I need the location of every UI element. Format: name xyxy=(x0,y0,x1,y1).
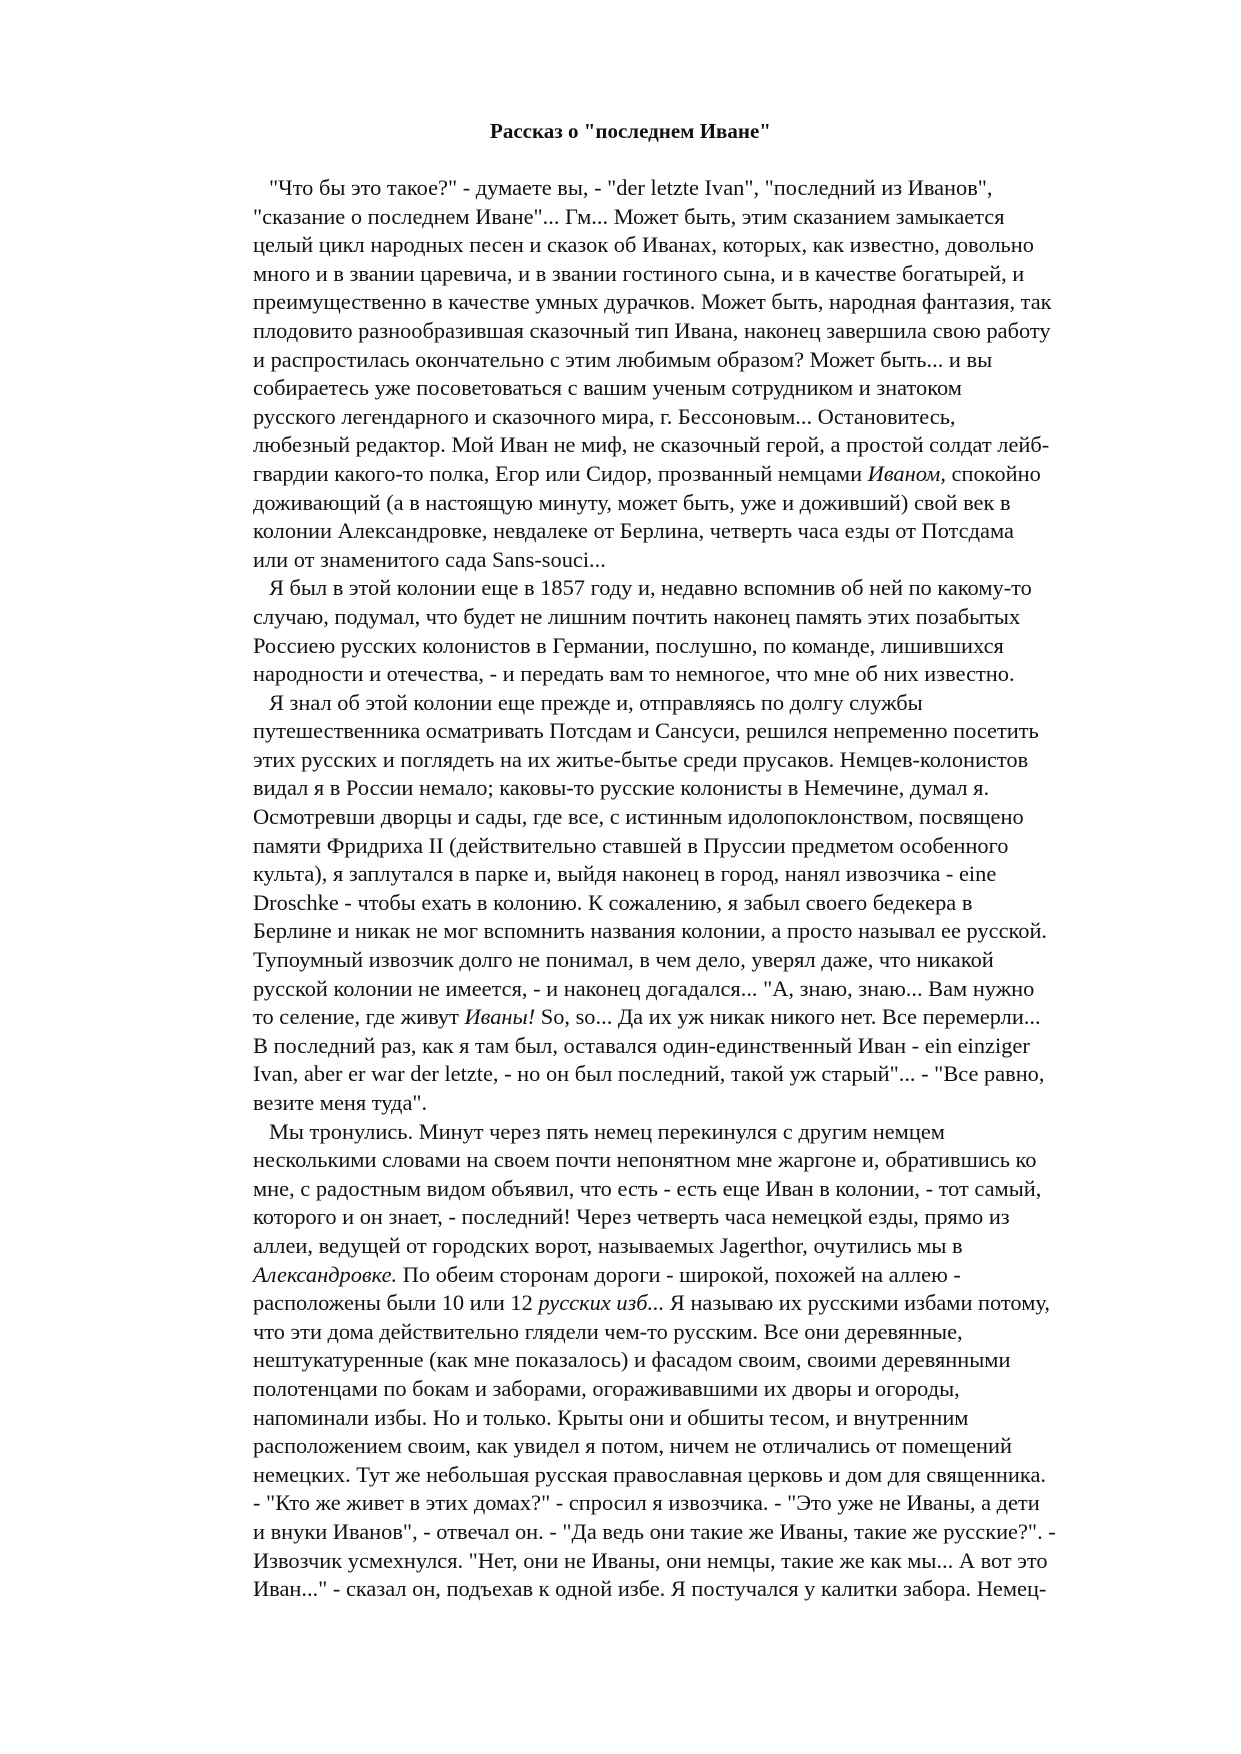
text-line: собираетесь уже посоветоваться с вашим ученым сотрудником и знатоком xyxy=(253,375,962,401)
text-line: - "Кто же живет в этих домах?" - спросил я извозчика. - "Это уже не Иваны, а дети xyxy=(253,1490,1040,1516)
text-segment: спокойно xyxy=(945,460,1041,486)
text-line: Droschke - чтобы ехать в колонию. К сожалению, я забыл своего бедекера в xyxy=(253,889,973,915)
text-line: аллеи, ведущей от городских ворот, называемых Jagerthor, очутились мы в xyxy=(253,1232,963,1258)
document-title: Рассказ о "последнем Иване" xyxy=(490,119,771,143)
text-line: и распростилась окончательно с этим любимым образом? Может быть... и вы xyxy=(253,346,993,372)
italic-text: русских изб... xyxy=(538,1290,665,1316)
text-line: "сказание о последнем Иване"... Гм... Может быть, этим сказанием замыкается xyxy=(253,203,1005,229)
text-line: случаю, подумал, что будет не лишним почтить наконец память этих позабытых xyxy=(253,603,1021,629)
text-line: и внуки Иванов", - отвечал он. - "Да ведь они такие же Иваны, такие же русские?". - xyxy=(253,1518,1056,1544)
text-line: мне, с радостным видом объявил, что есть - есть еще Иван в колонии, - тот самый, xyxy=(253,1175,1042,1201)
text-segment: то селение, где живут xyxy=(253,1004,465,1030)
text-line: расположением своим, как увидел я потом, ничем не отличались от помещений xyxy=(253,1433,1012,1459)
text-line: любезный редактор. Мой Иван не миф, не сказочный герой, а простой солдат лейб- xyxy=(253,432,1050,458)
text-line: "Что бы это такое?" - думаете вы, - "der letzte Ivan", "последний из Иванов", xyxy=(269,175,993,200)
text-line: русской колонии не имеется, - и наконец догадался... "А, знаю, знаю... Вам нужно xyxy=(253,975,1035,1001)
text-line: В последний раз, как я там был, оставался один-единственный Иван - ein einziger xyxy=(253,1032,1030,1058)
text-line: Извозчик усмехнулся. "Нет, они не Иваны, они немцы, такие же как мы... А вот это xyxy=(253,1547,1048,1573)
text-line xyxy=(237,1261,1158,1290)
text-line: что эти дома действительно глядели чем-то русским. Все они деревянные, xyxy=(253,1318,963,1344)
text-line: этих русских и поглядеть на их житье-бытье среди прусаков. Немцев-колонистов xyxy=(253,746,1029,772)
text-line: везите меня туда". xyxy=(253,1090,428,1115)
paragraph xyxy=(253,174,1158,574)
text-segment: По обеим сторонам дороги - широкой, похожей на аллею - xyxy=(397,1261,961,1287)
text-line: Я был в этой колонии еще в 1857 году и, недавно вспомнив об ней по какому-то xyxy=(269,575,1032,601)
text-line: памяти Фридриха II (действительно ставшей в Пруссии предметом особенного xyxy=(253,832,1009,858)
text-line: которого и он знает, - последний! Через четверть часа немецкой езды, прямо из xyxy=(253,1204,1010,1230)
italic-text: Александровке. xyxy=(253,1261,398,1287)
text-line: Я знал об этой колонии еще прежде и, отправляясь по долгу службы xyxy=(269,689,923,715)
text-line: плодовито разнообразившая сказочный тип Ивана, наконец завершила свою работу xyxy=(253,317,1051,343)
text-line: целый цикл народных песен и сказок об Иванах, которых, как известно, довольно xyxy=(253,232,1034,258)
text-line: несколькими словами на своем почти непонятном мне жаргоне и, обратившись ко xyxy=(253,1147,1037,1173)
text-line: немецких. Тут же небольшая русская православная церковь и дом для священника. xyxy=(253,1461,1046,1487)
text-segment: расположены были 10 или 12 xyxy=(253,1290,539,1316)
text-line: доживающий (а в настоящую минуту, может быть, уже и доживший) свой век в xyxy=(253,489,1011,515)
italic-text: Иваном, xyxy=(867,460,946,486)
text-line: преимущественно в качестве умных дурачков. Может быть, народная фантазия, так xyxy=(253,289,1052,315)
text-line: Осмотревши дворцы и сады, где все, с истинным идолопоклонством, посвящено xyxy=(253,804,1024,830)
text-segment: Я называю их русскими избами потому, xyxy=(664,1290,1050,1316)
italic-text: Иваны! xyxy=(464,1004,536,1030)
text-line: нештукатуренные (как мне показалось) и фасадом своим, своими деревянными xyxy=(253,1347,1011,1373)
text-segment: гвардии какого-то полка, Егор или Сидор, прозванный немцами xyxy=(253,460,868,486)
text-line: народности и отечества, - и передать вам то немногое, что мне об них известно. xyxy=(253,661,1015,687)
document-body xyxy=(253,174,1158,1604)
paragraph xyxy=(253,1118,1158,1604)
text-line xyxy=(237,1003,1158,1032)
text-line: Иван..." - сказал он, подъехав к одной избе. Я постучался у калитки забора. Немец- xyxy=(253,1576,1047,1602)
text-line: Ivan, aber er war der letzte, - но он был последний, такой уж старый"... - "Все равно, xyxy=(253,1061,1045,1087)
text-line: много и в звании царевича, и в звании гостиного сына, и в качестве богатырей, и xyxy=(253,260,1025,286)
text-line: колонии Александровке, невдалеке от Берлина, четверть часа езды от Потсдама xyxy=(253,518,1014,544)
text-line: полотенцами по бокам и заборами, огораживавшими их дворы и огороды, xyxy=(253,1375,960,1401)
text-line: или от знаменитого сада Sans-souci... xyxy=(253,546,606,572)
text-segment: So, so... Да их уж никак никого нет. Все перемерли... xyxy=(535,1004,1041,1030)
paragraph xyxy=(253,689,1158,1118)
text-line: Тупоумный извозчик долго не понимал, в чем дело, уверял даже, что никакой xyxy=(253,947,994,973)
text-line: видал я в России немало; каковы-то русские колонисты в Немечине, думал я. xyxy=(253,775,990,801)
paragraph xyxy=(253,574,1158,688)
text-line: культа), я заплутался в парке и, выйдя наконец в город, нанял извозчика - eine xyxy=(253,861,997,887)
text-line xyxy=(237,460,1158,489)
text-line: Россиею русских колонистов в Германии, послушно, по команде, лишившихся xyxy=(253,632,1004,658)
text-line: Мы тронулись. Минут через пять немец перекинулся с другим немцем xyxy=(269,1118,945,1144)
text-line: путешественника осматривать Потсдам и Сансуси, решился непременно посетить xyxy=(253,718,1039,744)
text-line xyxy=(237,1289,1158,1318)
text-line: Берлине и никак не мог вспомнить названия колонии, а просто называл ее русской. xyxy=(253,918,1048,944)
text-line: русского легендарного и сказочного мира, г. Бессоновым... Остановитесь, xyxy=(253,403,956,429)
text-line: напоминали избы. Но и только. Крыты они и обшиты тесом, и внутренним xyxy=(253,1404,969,1430)
